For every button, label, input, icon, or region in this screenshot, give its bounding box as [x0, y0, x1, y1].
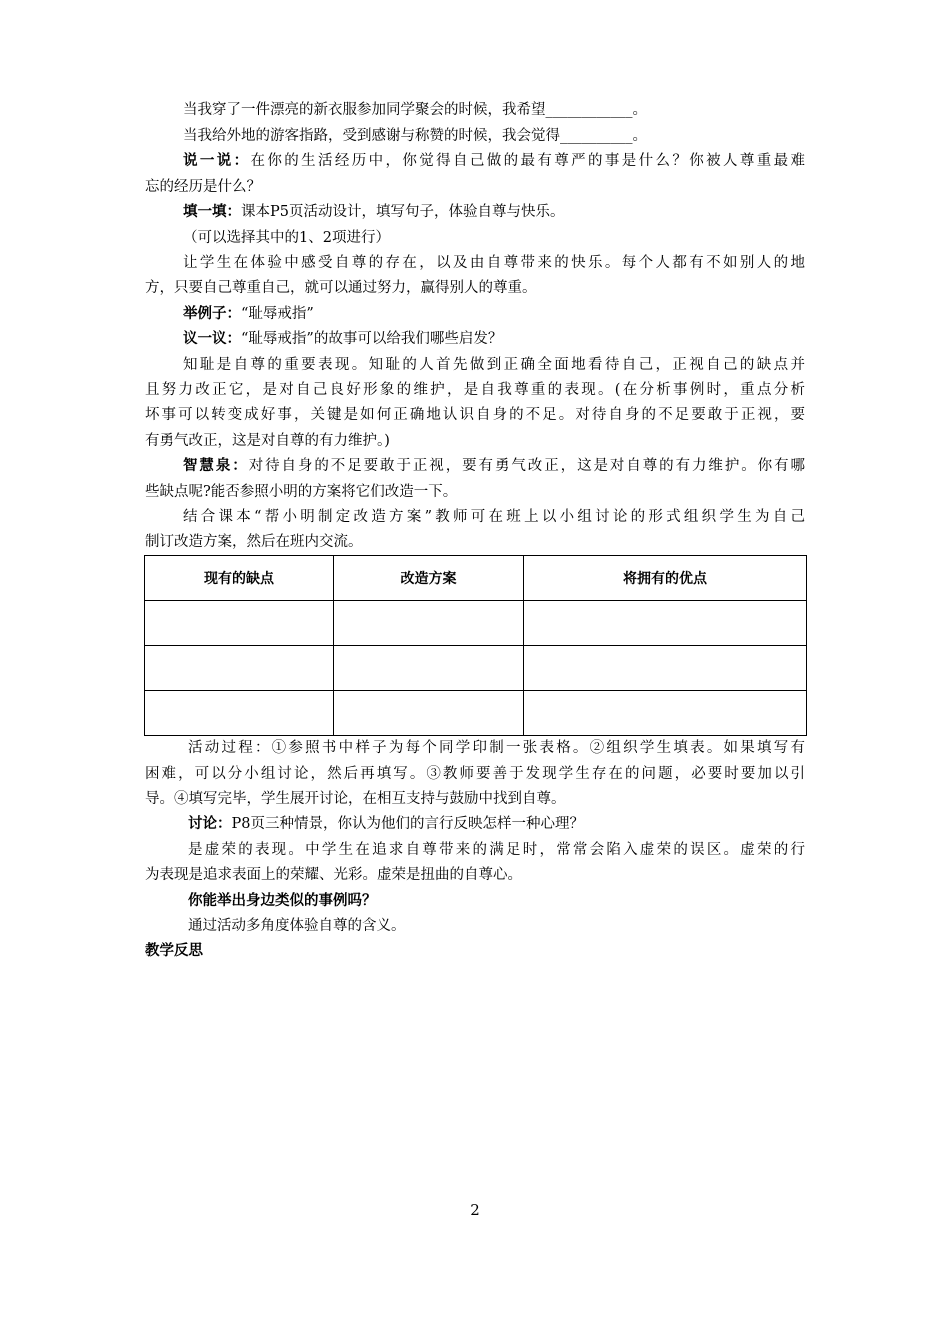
- paragraph-line: 为表现是追求表面上的荣耀、光彩。虚荣是扭曲的自尊心。: [145, 867, 522, 883]
- section-text: 对待自身的不足要敢于正视，要有勇气改正，这是对自尊的有力维护。你有哪: [248, 458, 806, 474]
- table-row: [145, 601, 807, 646]
- paragraph-line: 是虚荣的表现。中学生在追求自尊带来的满足时，常常会陷入虚荣的误区。虚荣的行: [188, 842, 805, 858]
- section-label: 举例子：: [183, 306, 241, 322]
- section-label: 讨论：: [188, 816, 232, 832]
- paragraph-line: [183, 457, 805, 475]
- paragraph-line: 当我穿了一件漂亮的新衣服参加同学聚会的时候，我希望____________。: [183, 102, 647, 118]
- paragraph-line: 有勇气改正，这是对自尊的有力维护。): [145, 433, 390, 449]
- section-text: “耻辱戒指”的故事可以给我们哪些启发？: [241, 331, 503, 347]
- paragraph-line: 让学生在体验中感受自尊的存在，以及由自尊带来的快乐。每个人都有不如别人的地: [183, 255, 805, 271]
- paragraph-line: [188, 815, 805, 833]
- table-cell[interactable]: [145, 646, 334, 691]
- paragraph-line: [183, 152, 805, 170]
- paragraph-line: 当我给外地的游客指路，受到感谢与称赞的时候，我会觉得__________。: [183, 128, 647, 144]
- table-cell[interactable]: [524, 646, 807, 691]
- paragraph-line: [145, 942, 805, 960]
- table-header-cell: 现有的缺点: [145, 556, 334, 601]
- table-cell[interactable]: [524, 601, 807, 646]
- paragraph-line: 且努力改正它，是对自己良好形象的维护，是自我尊重的表现。(在分析事例时，重点分析: [145, 382, 805, 398]
- page-number: 2: [470, 1201, 480, 1219]
- table-header-row: [145, 556, 807, 601]
- paragraph-line: 通过活动多角度体验自尊的含义。: [188, 918, 406, 934]
- section-text: 课本P5页活动设计，填写句子，体验自尊与快乐。: [241, 204, 565, 220]
- paragraph-line: 活动过程：①参照书中样子为每个同学印制一张表格。②组织学生填表。如果填写有: [188, 740, 805, 756]
- table-header-cell: 将拥有的优点: [524, 556, 807, 601]
- table-row: [145, 646, 807, 691]
- paragraph-line: 困难，可以分小组讨论，然后再填写。③教师要善于发现学生存在的问题，必要时要加以引: [145, 766, 805, 782]
- paragraph-line: 结合课本“帮小明制定改造方案”教师可在班上以小组讨论的形式组织学生为自己: [183, 509, 805, 525]
- paragraph-line: 坏事可以转变成好事，关键是如何正确地认识自身的不足。对待自身的不足要敢于正视，要: [145, 407, 805, 423]
- section-heading: 教学反思: [145, 943, 203, 959]
- paragraph-line: 知耻是自尊的重要表现。知耻的人首先做到正确全面地看待自己，正视自己的缺点并: [183, 357, 805, 373]
- paragraph-line: 方，只要自己尊重自己，就可以通过努力，赢得别人的尊重。: [145, 280, 537, 296]
- table-cell[interactable]: [145, 691, 334, 736]
- section-label: 填一填：: [183, 204, 241, 220]
- paragraph-line: 导。④填写完毕，学生展开讨论，在相互支持与鼓励中找到自尊。: [145, 791, 566, 807]
- improvement-plan-table: [144, 555, 807, 736]
- paragraph-line: 制订改造方案，然后在班内交流。: [145, 534, 363, 550]
- paragraph-line: [183, 305, 805, 323]
- paragraph-line: [188, 892, 805, 910]
- paragraph-line: 些缺点呢?能否参照小明的方案将它们改造一下。: [145, 484, 458, 500]
- paragraph-line: [183, 203, 805, 221]
- table-cell[interactable]: [334, 601, 524, 646]
- table-cell[interactable]: [145, 601, 334, 646]
- section-text: P8页三种情景，你认为他们的言行反映怎样一种心理？: [231, 816, 584, 832]
- section-text: 在你的生活经历中，你觉得自己做的最有尊严的事是什么？你被人尊重最难: [250, 153, 805, 169]
- section-label: 说一说：: [183, 153, 251, 169]
- table-cell[interactable]: [334, 646, 524, 691]
- paragraph-line: [183, 330, 805, 348]
- table-header-cell: 改造方案: [334, 556, 524, 601]
- paragraph-line: （可以选择其中的1、2项进行）: [183, 230, 390, 246]
- table-row: [145, 691, 807, 736]
- table-cell[interactable]: [524, 691, 807, 736]
- section-label: 智慧泉：: [183, 458, 249, 474]
- section-text: “耻辱戒指”: [241, 306, 314, 322]
- paragraph-line: 忘的经历是什么？: [145, 179, 261, 195]
- section-heading: 你能举出身边类似的事例吗？: [188, 893, 377, 909]
- section-label: 议一议：: [183, 331, 241, 347]
- table-cell[interactable]: [334, 691, 524, 736]
